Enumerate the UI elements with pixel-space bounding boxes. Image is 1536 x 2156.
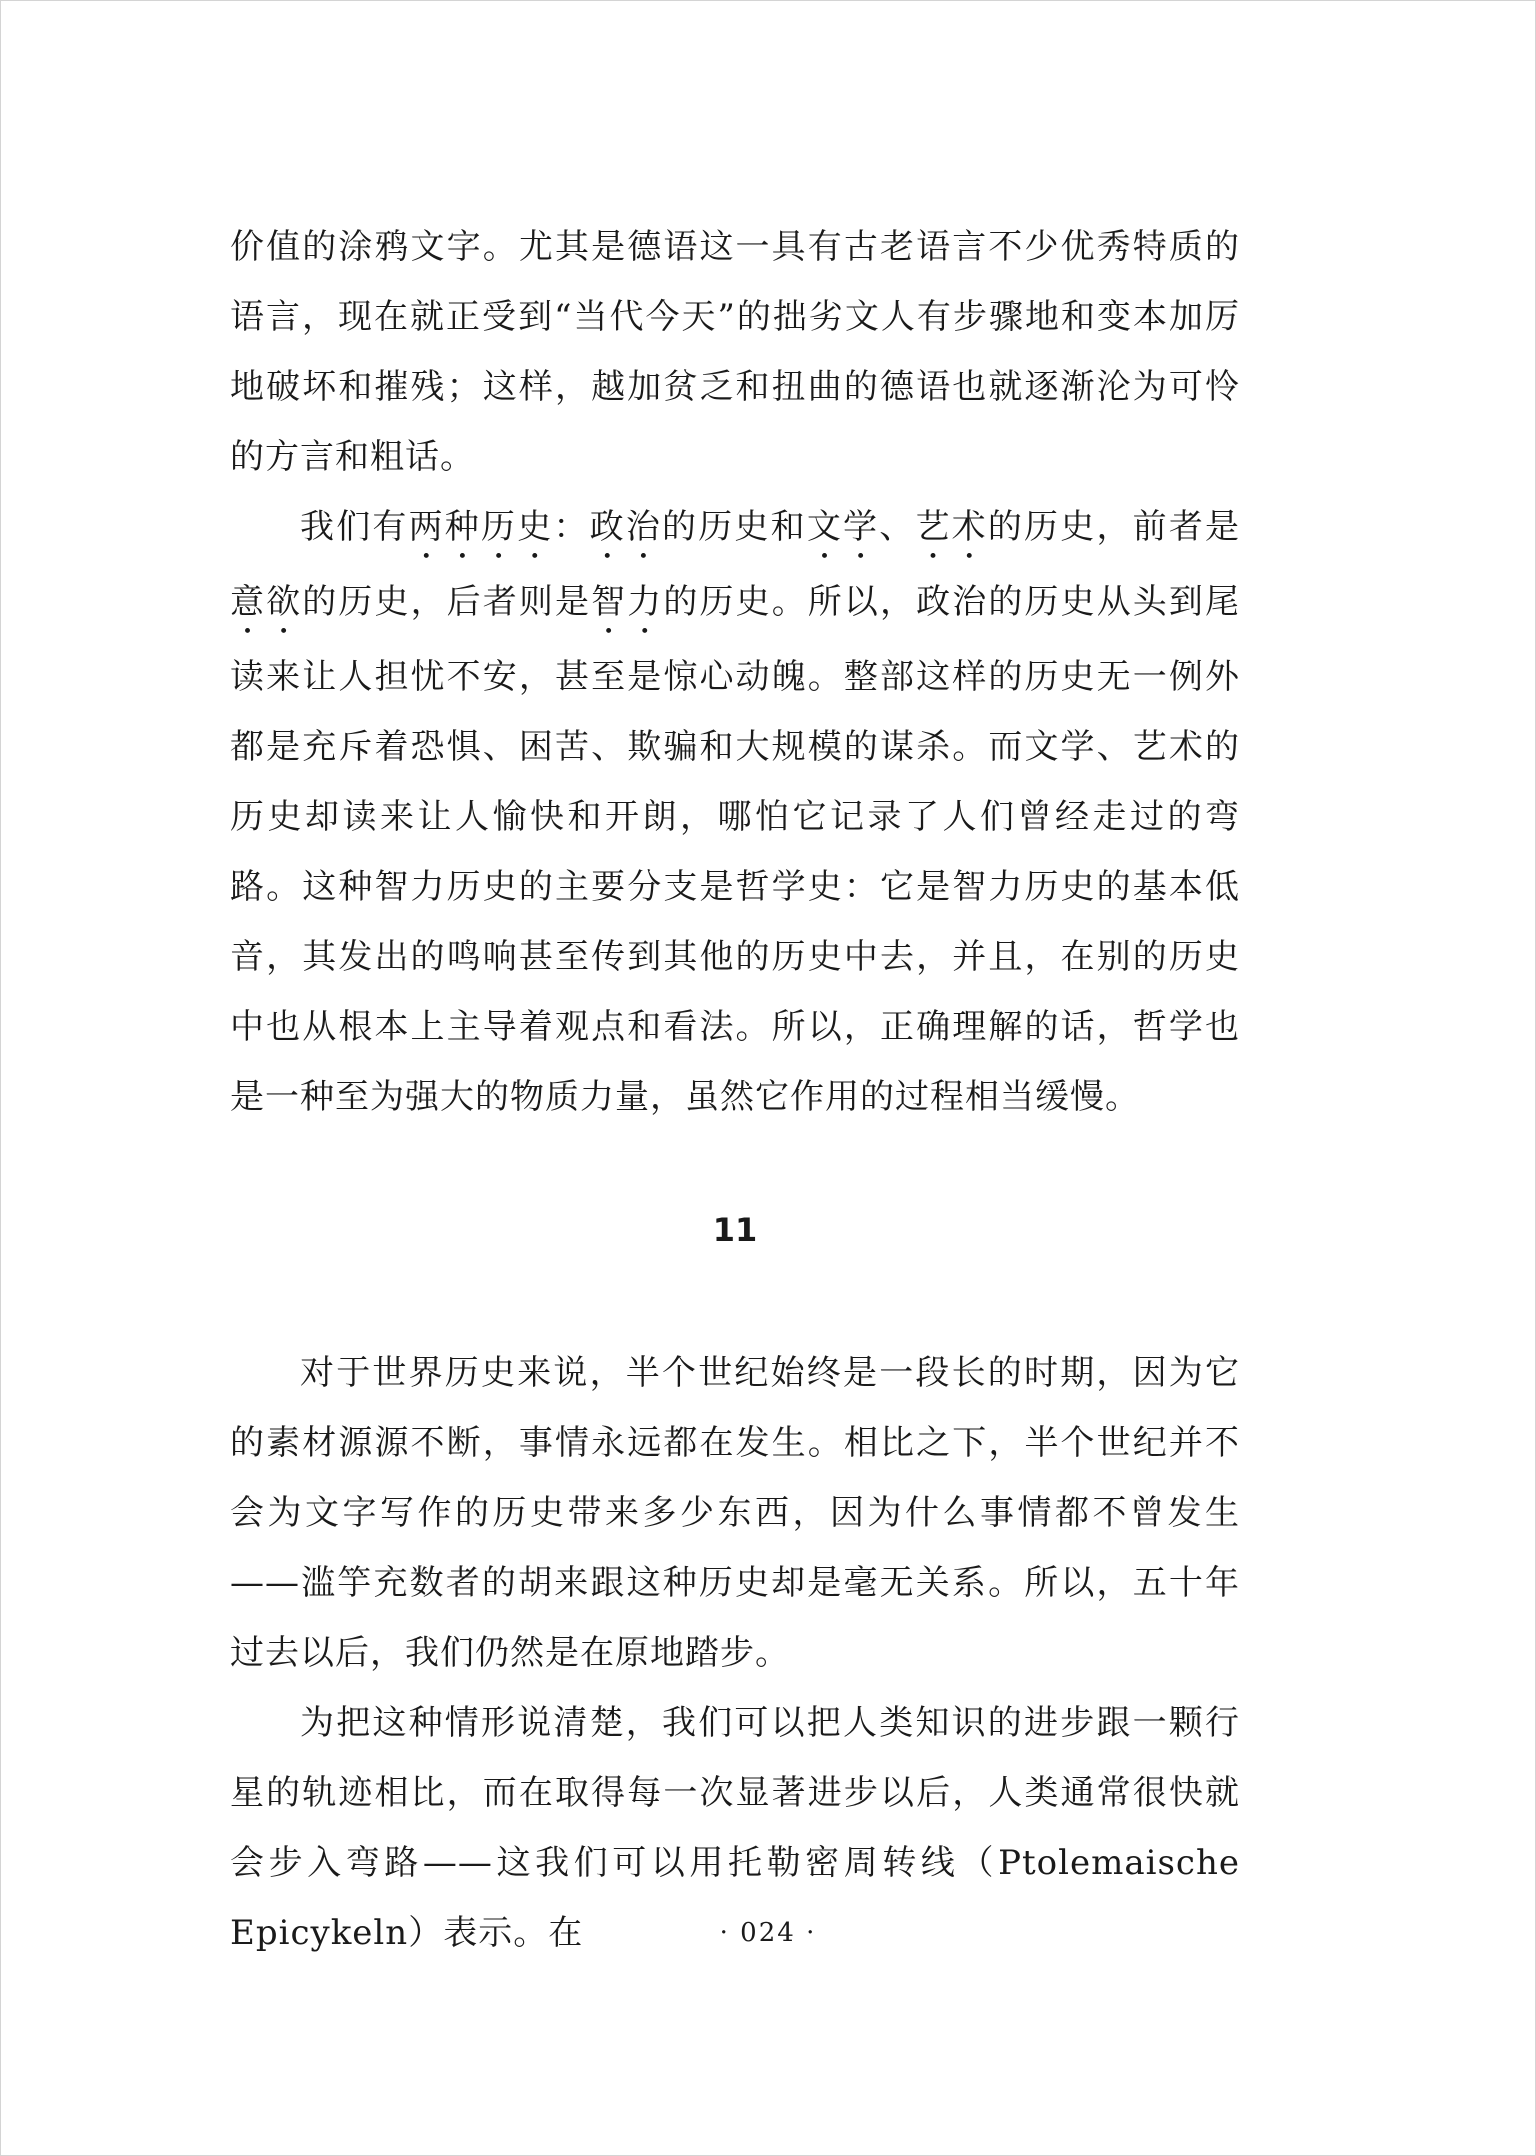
paragraph-text: ：: [553, 507, 590, 547]
emphasized-text: 意欲: [230, 582, 303, 622]
paragraph-text: 我们有: [300, 507, 409, 547]
paragraph-text: 的历史和: [662, 507, 807, 547]
emphasized-text: 两种历史: [408, 507, 554, 547]
page-content: [230, 212, 1240, 1968]
paragraph-continued: [230, 212, 1240, 492]
emphasized-text: 艺术: [915, 507, 988, 547]
section-body: [230, 1338, 1240, 1968]
paragraph-text: 的历史，前者是: [987, 507, 1241, 547]
section-number: 11: [712, 1211, 758, 1249]
section-paragraph: 为把这种情形说清楚，我们可以把人类知识的进步跟一颗行星的轨迹相比，而在取得每一次显著进步以后，人类通常很快就会步入弯路——这我们可以用托勒密周转线（Ptolemaische Epicykeln）表示。在: [230, 1703, 1240, 1953]
emphasized-text: 文学: [806, 507, 880, 547]
emphasized-text: 政治: [589, 507, 663, 547]
paragraph-text: 的历史，后者则是: [302, 582, 592, 622]
paragraph-text: 价值的涂鸦文字。尤其是德语这一具有古老语言不少优秀特质的语言，现在就正受到“当代今天”的拙劣文人有步骤地和变本加厉地破坏和摧残；这样，越加贫乏和扭曲的德语也就逐渐沦为可怜的方言和粗话。: [230, 227, 1240, 477]
paragraph-two-histories: [230, 492, 1240, 1132]
emphasized-text: 智力: [591, 582, 664, 622]
page-number: · 024 ·: [719, 1918, 817, 1948]
paragraph-text: 、: [879, 507, 916, 547]
paragraph-text: 的历史。所以，政治的历史从头到尾读来让人担忧不安，甚至是惊心动魄。整部这样的历史无一例外都是充斥着恐惧、困苦、欺骗和大规模的谋杀。而文学、艺术的历史却读来让人愉快和开朗，哪怕它记录了人们曾经走过的弯路。这种智力历史的主要分支是哲学史：它是智力历史的基本低音，其发出的鸣响甚至传到其他的历史中去，并且，在别的历史中也从根本上主导着观点和看法。所以，正确理解的话，哲学也是一种至为强大的物质力量，虽然它作用的过程相当缓慢。: [230, 582, 1241, 1117]
section-paragraph: 对于世界历史来说，半个世纪始终是一段长的时期，因为它的素材源源不断，事情永远都在发生。相比之下，半个世纪并不会为文字写作的历史带来多少东西，因为什么事情都不曾发生——滥竽充数者的胡来跟这种历史却是毫无关系。所以，五十年过去以后，我们仍然是在原地踏步。: [230, 1353, 1240, 1673]
